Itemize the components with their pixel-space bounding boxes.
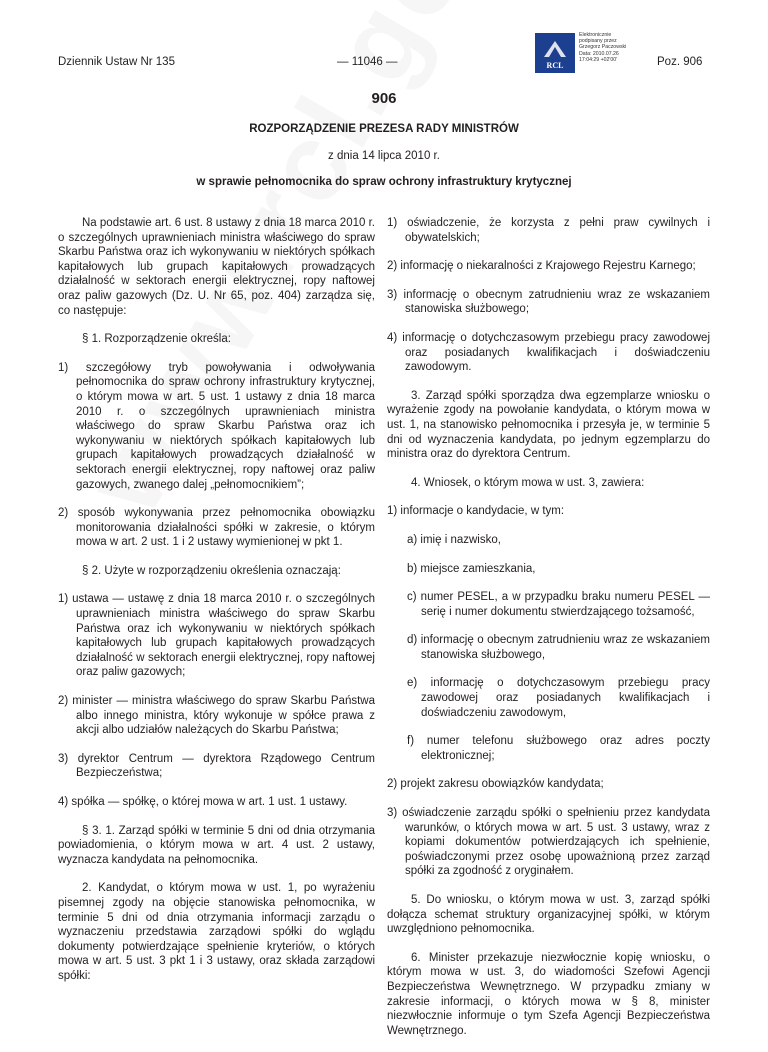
section-2-item: 4) spółka — spółkę, o której mowa w art. 1 ust. 1 ustawy.	[58, 796, 348, 808]
document-date: z dnia 14 lipca 2010 r.	[328, 150, 440, 162]
sub-list-item: d) informację o obecnym zatrudnieniu wraz ze wskazaniem stanowiska służbowego,	[407, 634, 710, 661]
sub-list-item: e) informację o dotychczasowym przebiegu pracy zawodowej oraz posiadanych kwalifikacjach i doświadczeniu zawodowym,	[407, 677, 710, 719]
list-item: 4) informację o dotychczasowym przebiegu pracy zawodowej oraz posiadanych kwalifikacjach i doświadczeniu zawodowym.	[387, 331, 710, 374]
rcl-logo-icon	[535, 33, 575, 73]
section-1-item: 2) sposób wykonywania przez pełnomocnika obowiązku monitorowania działalności spółki w zakresie, o którym mowa w art. 2 ust. 1 i 2 ustawy wymienionej w pkt 1.	[58, 507, 375, 549]
list-item: 2) projekt zakresu obowiązków kandydata;	[387, 778, 604, 791]
stamp-line: 17:04:29 +02'00'	[579, 56, 618, 63]
signature-stamp	[579, 32, 626, 63]
stamp-line: Grzegorz Paczowski	[579, 44, 627, 51]
rcl-logo-text: RCL	[546, 61, 564, 70]
stamp-line: podpisany przez	[579, 38, 617, 45]
page-number: — 11046 —	[337, 56, 398, 68]
document-title: ROZPORZĄDZENIE PREZESA RADY MINISTRÓW	[249, 123, 519, 135]
document-subject: w sprawie pełnomocnika do spraw ochrony infrastruktury krytycznej	[196, 176, 572, 188]
section-1-item: 1) szczegółowy tryb powoływania i odwoływania pełnomocnika do spraw ochrony infrastruktury krytycznej, o którym mowa w art. 5 ust. 1 ustawy z dnia 18 marca 2010 r. o szczególnych uprawnieniach ministra właściwego do spraw Skarbu Państwa oraz ich wykonywaniu w niektórych spółkach kapitałowych lub grupach kapitałowych prowadzących działalność w sektorach energii elektrycznej, ropy naftowej oraz paliw gazowych, zwanego dalej „pełnomocnikiem”;	[58, 361, 375, 491]
position-number: Poz. 906	[657, 56, 703, 68]
paragraph: 6. Minister przekazuje niezwłocznie kopię wniosku, o którym mowa w ust. 3, do wiadomości Szefowi Agencji Bezpieczeństwa Wewnętrznego. W przypadku zmiany w zakresie informacji, o których mowa w § 8, minister niezwłocznie informuje o tym Szefa Agencji Bezpieczeństwa Wewnętrznego.	[387, 951, 710, 1037]
section-1-heading: § 1. Rozporządzenie określa:	[82, 333, 231, 346]
section-2-item: 3) dyrektor Centrum — dyrektora Rządowego Centrum Bezpieczeństwa;	[58, 752, 375, 780]
paragraph: 3. Zarząd spółki sporządza dwa egzemplarze wniosku o wyrażenie zgody na powołanie kandydata, o którym mowa w ust. 1, na stanowisko pełnomocnika i przesyła je, w terminie 5 dni od wyznaczenia kandydata, po jednym egzemplarzu do ministra oraz do dyrektora Centrum.	[387, 389, 710, 461]
paragraph: 4. Wniosek, o którym mowa w ust. 3, zawiera:	[411, 476, 645, 489]
section-3-paragraph: § 3. 1. Zarząd spółki w terminie 5 dni od dnia otrzymania powiadomienia, o którym mowa w art. 4 ust. 2 ustawy, wyznacza kandydata na pełnomocnika.	[58, 824, 375, 866]
section-3-paragraph: 2. Kandydat, o którym mowa w ust. 1, po wyrażeniu pisemnej zgody na objęcie stanowiska pełnomocnika, w terminie 5 dni od dnia otrzymania informacji zarządu o wyznaczeniu przedstawia zarządowi spółki do wglądu dokumenty potwierdzające spełnienie kryteriów, o których mowa w art. 5 ust. 3 pkt 1 i 3 ustawy, oraz składa zarządowi spółki:	[58, 882, 375, 982]
sub-list-item: a) imię i nazwisko,	[407, 533, 501, 546]
document-number: 906	[371, 90, 397, 107]
list-item: 3) oświadczenie zarządu spółki o spełnieniu przez kandydata warunków, o których mowa w art. 5 ust. 3 ustawy, wraz z kopiami dokumentów potwierdzających ich spełnienie, poświadczonymi przez osobę upoważnioną przez zarząd spółki za zgodność z oryginałem.	[387, 807, 710, 878]
journal-name: Dziennik Ustaw Nr 135	[58, 56, 175, 68]
paragraph: 5. Do wniosku, o którym mowa w ust. 3, zarząd spółki dołącza schemat struktury organizacyjnej spółki, w którym uwzględniono pełnomocnika.	[387, 894, 710, 936]
intro-paragraph: Na podstawie art. 6 ust. 8 ustawy z dnia 18 marca 2010 r. o szczególnych uprawnieniach ministra właściwego do spraw Skarbu Państwa oraz ich wykonywaniu w niektórych spółkach kapitałowych lub grupach kapitałowych prowadzących działalność w sektorach energii elektrycznej, ropy naftowej oraz paliw gazowych (Dz. U. Nr 65, poz. 404) zarządza się, co następuje:	[58, 217, 375, 317]
list-item: 1) informacje o kandydacie, w tym:	[387, 505, 565, 518]
sub-list-item: f) numer telefonu służbowego oraz adres poczty elektronicznej;	[407, 735, 710, 762]
sub-list-item: b) miejsce zamieszkania,	[407, 562, 536, 575]
section-2-item: 1) ustawa — ustawę z dnia 18 marca 2010 r. o szczególnych uprawnieniach ministra właściwego do spraw Skarbu Państwa oraz ich wykonywaniu w niektórych spółkach kapitałowych lub grupach kapitałowych prowadzących działalność w sektorach energii elektrycznej, ropy naftowej oraz paliw gazowych;	[58, 593, 375, 679]
stamp-line: Data: 2010.07.26	[579, 50, 619, 57]
section-2-item: 2) minister — ministra właściwego do spraw Skarbu Państwa albo innego ministra, który wykonuje w spółce prawa z akcji albo udziałów należących do Skarbu Państwa;	[58, 695, 375, 737]
list-item: 1) oświadczenie, że korzysta z pełni praw cywilnych i obywatelskich;	[387, 217, 710, 244]
right-column	[387, 216, 710, 1052]
sub-list-item: c) numer PESEL, a w przypadku braku numeru PESEL — serię i numer dokumentu stwierdzającego tożsamość,	[407, 591, 710, 618]
left-column	[58, 216, 375, 998]
list-item: 2) informację o niekaralności z Krajowego Rejestru Karnego;	[387, 260, 696, 273]
stamp-line: Elektronicznie	[579, 32, 612, 38]
section-2-heading: § 2. Użyte w rozporządzeniu określenia oznaczają:	[82, 564, 341, 577]
list-item: 3) informację o obecnym zatrudnieniu wraz ze wskazaniem stanowiska służbowego;	[387, 288, 710, 316]
